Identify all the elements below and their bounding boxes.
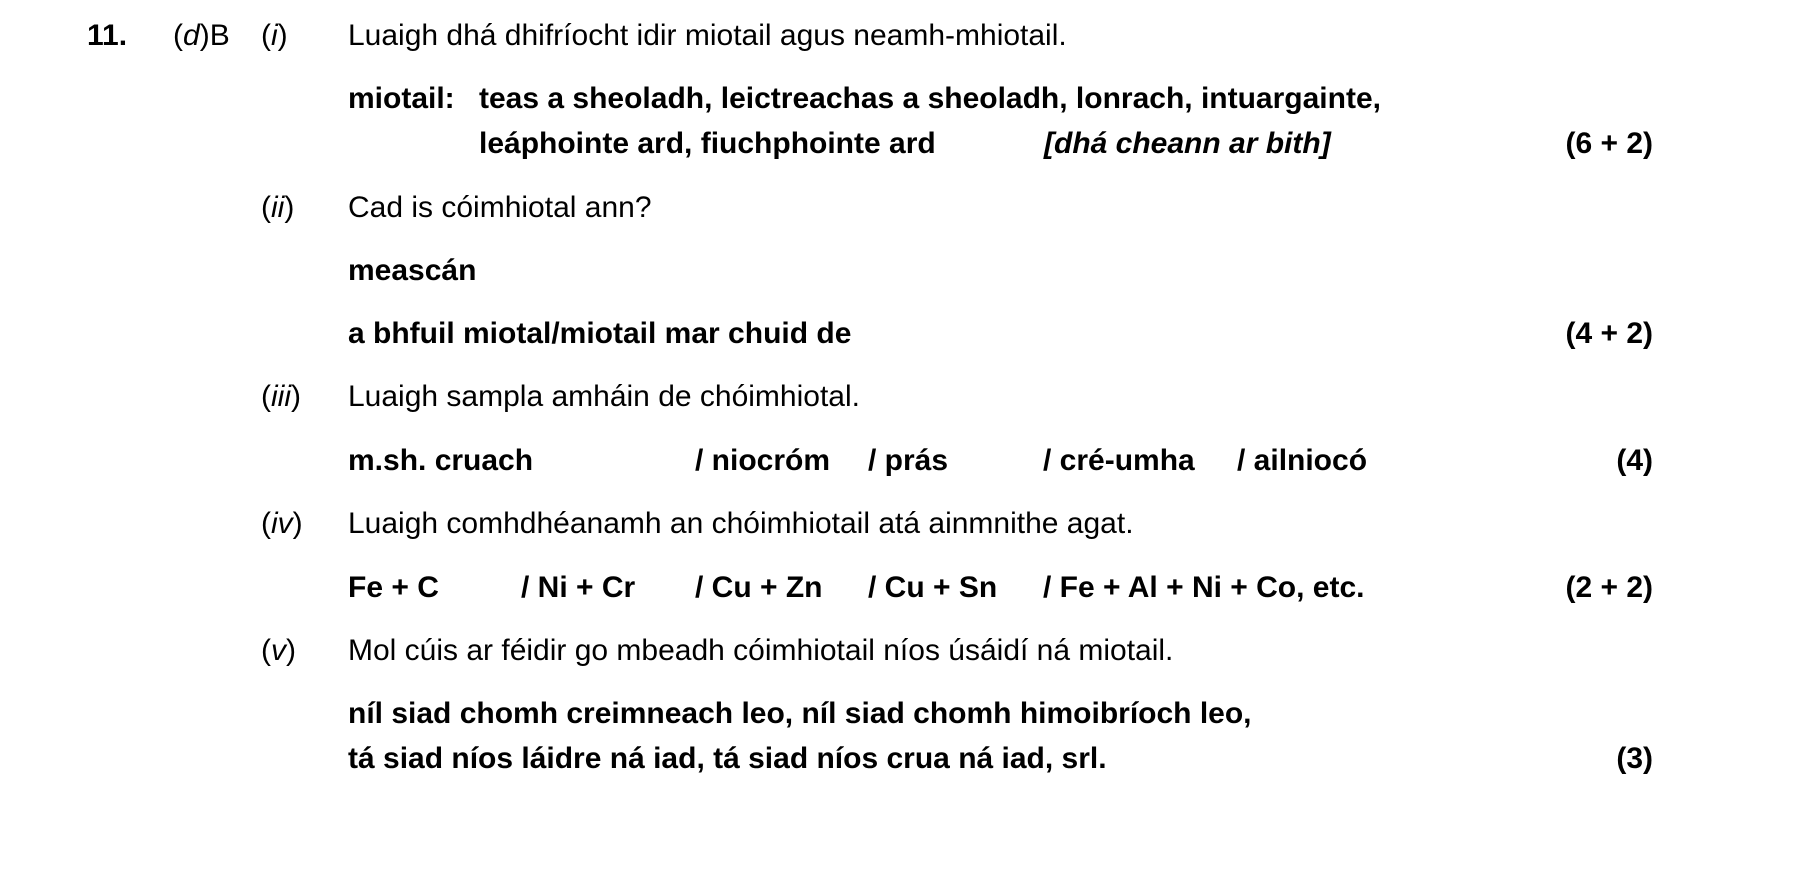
answer-iv-option: / Fe + Al + Ni + Co, etc.	[1043, 571, 1365, 604]
subpart-label-ii: (ii)	[261, 191, 295, 224]
answer-iv-option: / Ni + Cr	[521, 571, 636, 604]
question-number: 11.	[87, 19, 128, 52]
part-letter: d	[183, 19, 200, 52]
question-v: Mol cúis ar féidir go mbeadh cóimhiotail níos úsáidí ná miotail.	[348, 634, 1174, 667]
answer-i-line1: teas a sheoladh, leictreachas a sheoladh, lonrach, intuargainte,	[479, 82, 1381, 115]
part-label: (d)B	[173, 19, 230, 52]
answer-iii-option: m.sh. cruach	[348, 444, 534, 477]
marks-i: (6 + 2)	[1565, 127, 1653, 160]
answer-ii-line2: a bhfuil miotal/miotail mar chuid de	[348, 317, 852, 350]
answer-iii-option: / cré-umha	[1043, 444, 1195, 477]
marks-iv: (2 + 2)	[1565, 571, 1653, 604]
subpart-label-v: (v)	[261, 634, 296, 667]
answer-iv-option: Fe + C	[348, 571, 439, 604]
answer-i-line2: leáphointe ard, fiuchphointe ard	[479, 127, 936, 160]
subpart-label-iv: (iv)	[261, 507, 303, 540]
marks-iii: (4)	[1616, 444, 1653, 477]
answer-v-line1: níl siad chomh creimneach leo, níl siad chomh himoibríoch leo,	[348, 697, 1252, 730]
subpart-label-iii: (iii)	[261, 380, 301, 413]
question-iv: Luaigh comhdhéanamh an chóimhiotail atá ainmnithe agat.	[348, 507, 1134, 540]
answer-iv-option: / Cu + Sn	[868, 571, 998, 604]
answer-ii-line1: meascán	[348, 254, 477, 287]
part-suffix: B	[209, 19, 230, 52]
answer-v-line2: tá siad níos láidre ná iad, tá siad níos crua ná iad, srl.	[348, 742, 1107, 775]
answer-iii-option: / niocróm	[695, 444, 831, 477]
marks-ii: (4 + 2)	[1565, 317, 1653, 350]
answer-i-note: [dhá cheann ar bith]	[1044, 127, 1331, 160]
subpart-label-i: (i)	[261, 19, 288, 52]
answer-iv-option: / Cu + Zn	[695, 571, 823, 604]
question-iii: Luaigh sampla amháin de chóimhiotal.	[348, 380, 860, 413]
question-i: Luaigh dhá dhifríocht idir miotail agus neamh-mhiotail.	[348, 19, 1067, 52]
question-ii: Cad is cóimhiotal ann?	[348, 191, 652, 224]
answer-iii-option: / prás	[868, 444, 949, 477]
marks-v: (3)	[1616, 742, 1653, 775]
answer-iii-option: / ailniocó	[1237, 444, 1368, 477]
answer-i-head: miotail:	[348, 82, 455, 115]
